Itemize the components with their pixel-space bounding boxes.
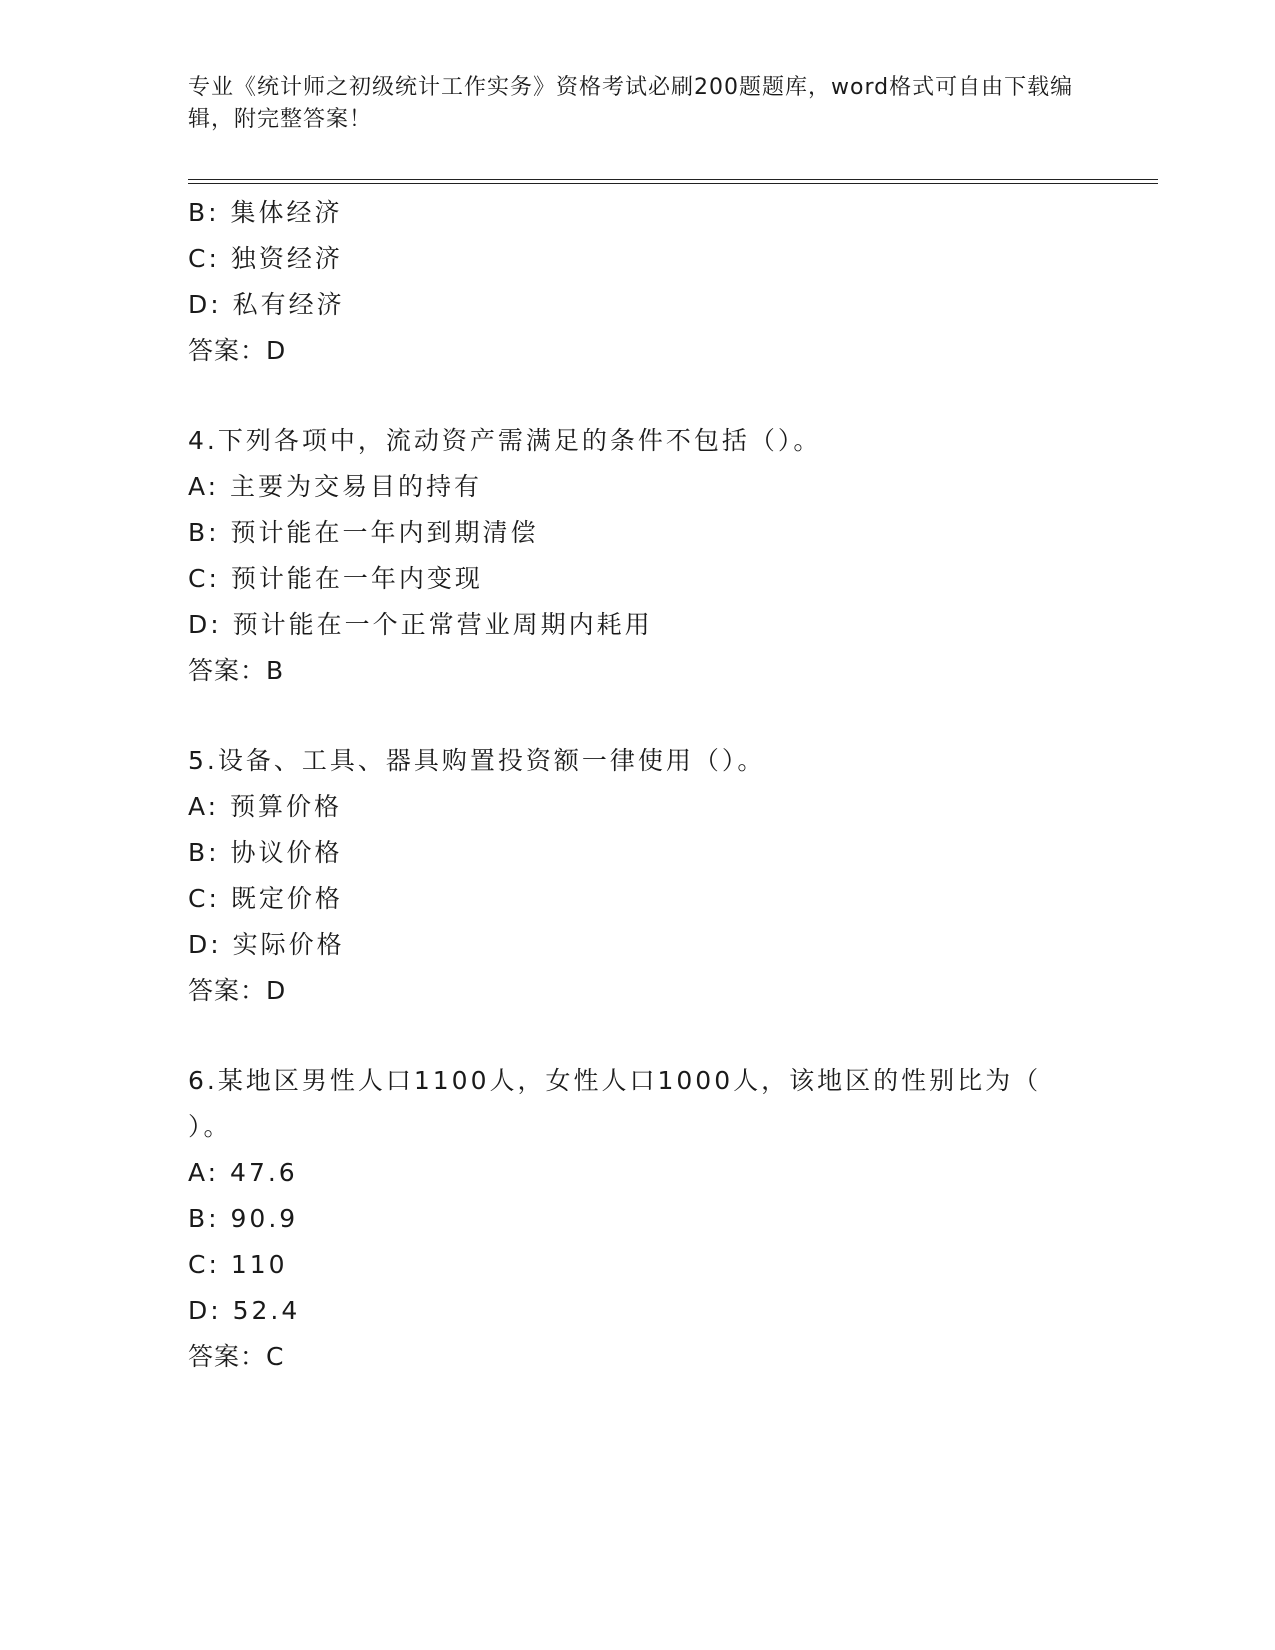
- option-c: C: 独资经济: [188, 244, 343, 273]
- option-b: B: 协议价格: [188, 838, 343, 867]
- option-a: A: 47.6: [188, 1158, 298, 1187]
- question-stem-line-2: ）。: [188, 1112, 232, 1141]
- question-5: [188, 738, 1088, 1014]
- option-d: D: 私有经济: [188, 290, 345, 319]
- answer: 答案：C: [188, 1342, 285, 1371]
- question-6: [188, 1058, 1088, 1380]
- question-stem: 4.下列各项中，流动资产需满足的条件不包括（）。: [188, 426, 822, 455]
- option-b: B: 预计能在一年内到期清偿: [188, 518, 539, 547]
- question-stem: 5.设备、工具、器具购置投资额一律使用（）。: [188, 746, 766, 775]
- header-rule-top: [188, 179, 1158, 180]
- option-c: C: 110: [188, 1250, 288, 1279]
- answer: 答案：B: [188, 656, 285, 685]
- option-d: D: 预计能在一个正常营业周期内耗用: [188, 610, 653, 639]
- option-a: A: 主要为交易目的持有: [188, 472, 483, 501]
- question-stem-line-1: 6.某地区男性人口1100人，女性人口1000人，该地区的性别比为（: [188, 1066, 1042, 1095]
- option-b: B: 90.9: [188, 1204, 299, 1233]
- header-rule-bottom: [188, 183, 1158, 184]
- answer: 答案：D: [188, 336, 287, 365]
- question-4: [188, 418, 1088, 694]
- document-header: 专业《统计师之初级统计工作实务》资格考试必刷200题题库，word格式可自由下载编辑，附完整答案！: [188, 75, 1074, 132]
- option-c: C: 既定价格: [188, 884, 343, 913]
- answer: 答案：D: [188, 976, 287, 1005]
- option-b: B: 集体经济: [188, 198, 343, 227]
- option-d: D: 52.4: [188, 1296, 301, 1325]
- question-3-partial: [188, 190, 1088, 374]
- option-a: A: 预算价格: [188, 792, 343, 821]
- option-d: D: 实际价格: [188, 930, 345, 959]
- question-list: [188, 190, 1088, 1380]
- option-c: C: 预计能在一年内变现: [188, 564, 483, 593]
